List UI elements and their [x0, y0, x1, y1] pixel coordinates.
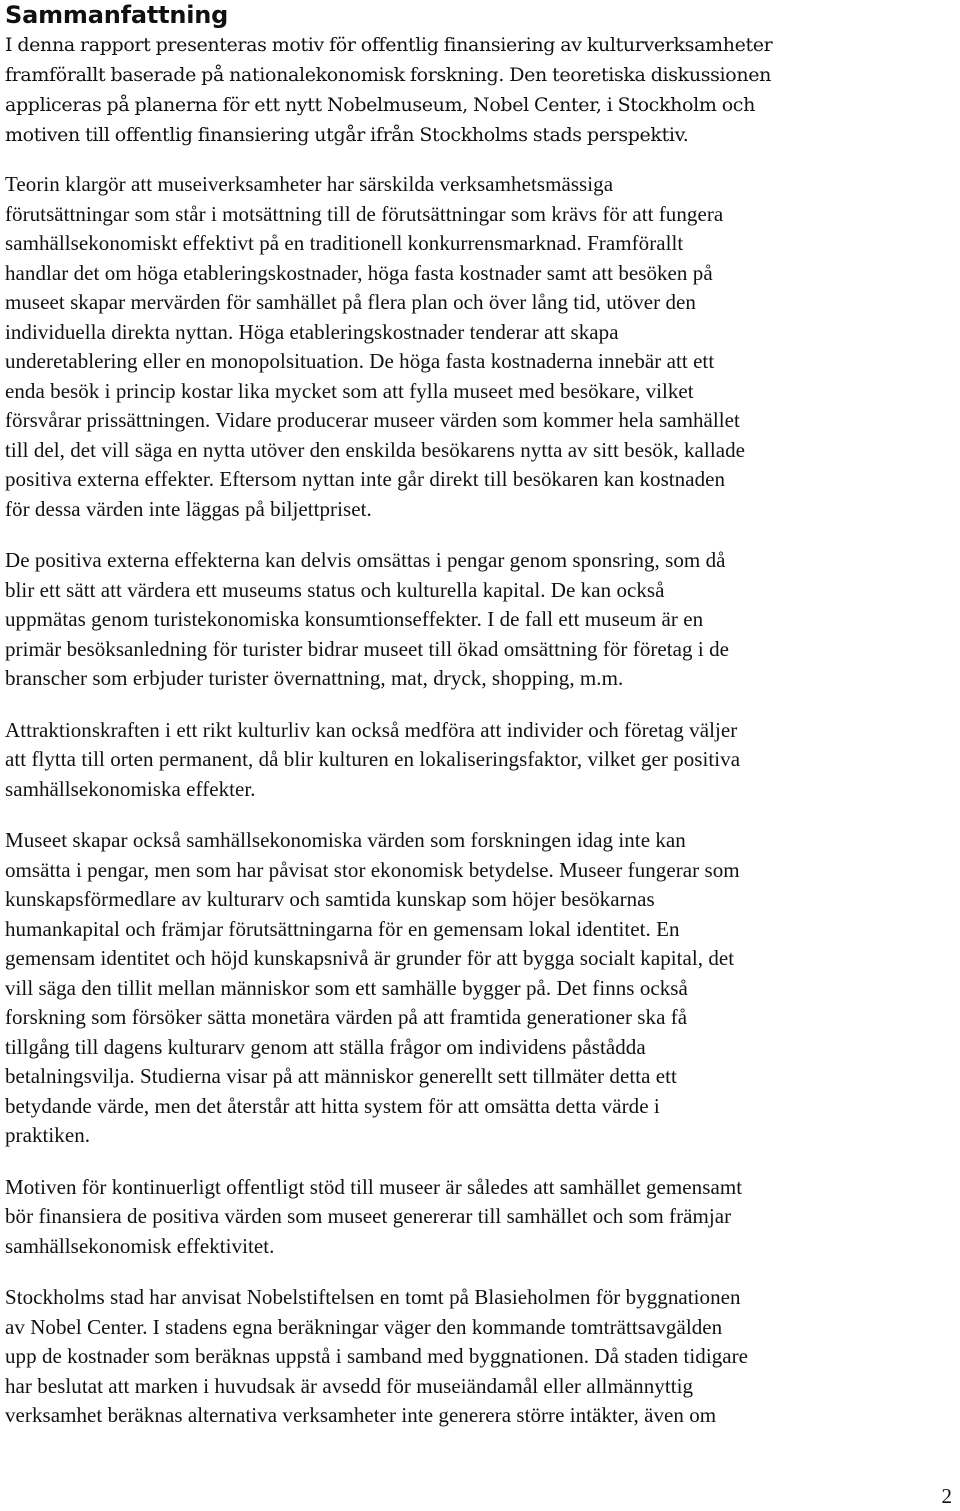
text-line: samhällsekonomiskt effektivt på en traditionell konkurrensmarknad. Framförallt	[5, 231, 684, 255]
text-line: positiva externa effekter. Eftersom nyttan inte går direkt till besökaren kan kostnaden	[5, 467, 726, 491]
text-line: handlar det om höga etableringskostnader, höga fasta kostnader samt att besöken på	[5, 260, 713, 285]
text-line: för dessa värden inte läggas på biljettpriset.	[5, 496, 372, 521]
text-line: motiven till offentlig finansiering utgår ifrån Stockholms stads perspektiv.	[5, 124, 689, 146]
document-page	[5, 0, 960, 1431]
text-line: omsätta i pengar, men som har påvisat stor ekonomisk betydelse. Museer fungerar som	[5, 857, 740, 882]
text-line: upp de kostnader som beräknas uppstå i samband med byggnationen. Då staden tidigare	[5, 1344, 749, 1368]
text-line: bör finansiera de positiva värden som museet genererar till samhället och som främjar	[5, 1204, 732, 1228]
text-line: humankapital och främjar förutsättningarna för en gemensam lokal identitet. En	[5, 916, 680, 941]
text-line: av Nobel Center. I stadens egna beräkningar väger den kommande tomträttsavgälden	[5, 1314, 723, 1339]
text-line: branscher som erbjuder turister övernattning, mat, dryck, shopping, m.m.	[5, 666, 624, 690]
intro-paragraph	[5, 30, 960, 150]
text-line: uppmätas genom turistekonomiska konsumtionseffekter. I de fall ett museum är en	[5, 607, 704, 631]
text-line: underetablering eller en monopolsituation. De höga fasta kostnaderna innebär att ett	[5, 349, 715, 373]
text-line: till del, det vill säga en nytta utöver den enskilda besökarens nytta av sitt besök, kallade	[5, 437, 745, 462]
section-heading: Sammanfattning	[5, 1, 229, 29]
text-line: Motiven för kontinuerligt offentligt stöd till museer är således att samhället gemensamt	[5, 1174, 743, 1199]
text-line: betalningsvilja. Studierna visar på att människor generellt sett tillmäter detta ett	[5, 1064, 677, 1088]
paragraph-motives	[5, 1173, 960, 1262]
paragraph-attraction	[5, 716, 960, 805]
text-line: blir ett sätt att värdera ett museums status och kulturella kapital. De kan också	[5, 577, 665, 602]
text-line: Museet skapar också samhällsekonomiska värden som forskningen idag inte kan	[5, 828, 686, 852]
paragraph-stockholm	[5, 1283, 960, 1431]
text-line: primär besöksanledning för turister bidrar museet till ökad omsättning för företag i de	[5, 636, 729, 661]
text-line: enda besök i princip kostar lika mycket som att fylla museet med besökare, vilket	[5, 378, 694, 403]
text-line: samhällsekonomiska effekter.	[5, 776, 256, 801]
text-line: De positiva externa effekterna kan delvis omsättas i pengar genom sponsring, som då	[5, 548, 726, 572]
text-line: betydande värde, men det återstår att hitta system för att omsätta detta värde i	[5, 1093, 660, 1118]
text-line: museet skapar mervärden för samhället på flera plan och över lång tid, utöver den	[5, 290, 696, 314]
paragraph-theory	[5, 170, 960, 524]
text-line: har beslutat att marken i huvudsak är avsedd för museiändamål eller allmännyttig	[5, 1373, 694, 1398]
text-line: praktiken.	[5, 1123, 91, 1147]
text-line: appliceras på planerna för ett nytt Nobelmuseum, Nobel Center, i Stockholm och	[5, 94, 755, 116]
text-line: Attraktionskraften i ett rikt kulturliv kan också medföra att individer och företag väljer	[5, 717, 738, 742]
text-line: försvårar prissättningen. Vidare producerar museer värden som kommer hela samhället	[5, 408, 740, 432]
text-line: Teorin klargör att museiverksamheter har särskilda verksamhetsmässiga	[5, 172, 614, 196]
text-line: att flytta till orten permanent, då blir kulturen en lokaliseringsfaktor, vilket ger positiva	[5, 747, 741, 771]
text-line: förutsättningar som står i motsättning till de förutsättningar som krävs för att fungera	[5, 201, 724, 226]
text-line: tillgång till dagens kulturarv genom att ställa frågor om individens påstådda	[5, 1034, 646, 1059]
page-number: 2	[941, 1484, 952, 1508]
text-line: individuella direkta nyttan. Höga etableringskostnader tenderar att skapa	[5, 319, 619, 344]
text-line: Stockholms stad har anvisat Nobelstiftelsen en tomt på Blasieholmen för byggnationen	[5, 1285, 741, 1309]
paragraph-social-value	[5, 826, 960, 1151]
text-line: forskning som försöker sätta monetära värden på att framtida generationer ska få	[5, 1005, 688, 1029]
text-line: samhällsekonomisk effektivitet.	[5, 1233, 275, 1258]
paragraph-external-effects	[5, 546, 960, 694]
text-line: framförallt baserade på nationalekonomisk forskning. Den teoretiska diskussionen	[5, 64, 771, 86]
text-line: gemensam identitet och höjd kunskapsnivå är grunder för att bygga socialt kapital, det	[5, 946, 735, 970]
text-line: kunskapsförmedlare av kulturarv och samtida kunskap som höjer besökarnas	[5, 887, 655, 911]
text-line: vill säga den tillit mellan människor som ett samhälle bygger på. Det finns också	[5, 975, 688, 1000]
text-line: verksamhet beräknas alternativa verksamheter inte generera större intäkter, även om	[5, 1403, 717, 1427]
text-line: I denna rapport presenteras motiv för offentlig finansiering av kulturverksamheter	[5, 34, 773, 56]
